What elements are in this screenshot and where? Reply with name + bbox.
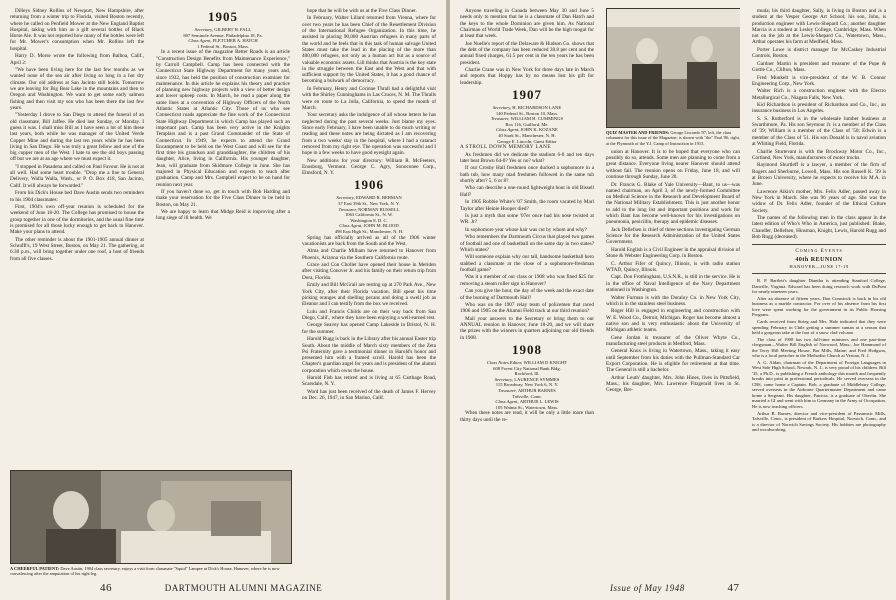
- class-year-heading: 1905: [208, 9, 238, 24]
- note-paragraph: Arthur B. Barnes, director and vice-president of Passumsic Mills, Tafsville, Conn., is president of Barkers Hospital, Norwich, Conn., and is a director of Norwich Savings Society. His hobbies are photography and woodworking.: [752, 410, 886, 433]
- note-paragraph: The other reminder is about the 1901-1905 annual dinner at Schrafft's, 19 West Street, Boston, on May 21. The gathering, at 6:30 p.m., will bring together under one roof, a host of friends from all five classes.: [10, 236, 144, 262]
- left-page: [0, 0, 446, 600]
- note-paragraph: Joe Nuelle's report of the Delaware & Hudson Co. shows that the debt of the company has been reduced 38.8 per cent and the annual fixed charges, 61.5 per cent in the ten years he has been president.: [460, 40, 594, 66]
- officer-name: Box 116, Guilford, Me.: [505, 121, 549, 127]
- officer-name: EDWARD R. BERMAN: [355, 195, 402, 201]
- officer-name: LAURENCE SYMMES: [514, 376, 560, 382]
- note-paragraph: If you haven't done so, get in touch with Bob Harding and make your reservation for the Five Class Dinner to be held in Boston, on May 21.: [156, 189, 290, 208]
- right-footer-issue: Issue of May 1948: [610, 583, 685, 593]
- note-paragraph: After an absence of fifteen years, Don Comstock is back in his old business as a marble contractor. For over of his absence from his first love were spent working for the government in its Public Housing Program.: [752, 295, 886, 318]
- quiz-master-photo: [606, 8, 740, 128]
- officer-name: WILLIAM D KNIGHT: [523, 359, 568, 365]
- patient-photo-block: [10, 470, 290, 577]
- caption-text: Dave Austin, 1904 class secretary, enjoys a visit from classmate "Squid" Lampee at Dick's House, Hanover, where he is now convalescing after the amputation of his right leg.: [10, 566, 280, 577]
- officer-name: 40 Stark St., Manchester, N. H.: [498, 132, 556, 138]
- note-paragraph: Word has just been received of the death of James F. Hervey on Dec. 26, 1947, in San Marino, Calif.: [302, 388, 436, 402]
- officer-role: Class Agent,: [188, 38, 213, 44]
- note-paragraph: The class of 1908 has two full-time ministers and one part-time clergyman—Walter Bill English of Norwood, Mass.; Joe Hammond of the Terry Hill Meeting House, Bar Mills, Maine; and Fred Hodgson, who is a local preacher in the Methodist Church at Verona, N. J.: [752, 336, 886, 359]
- note-paragraph: Your secretary asks the indulgence of all whose letters he has neglected during the past several weeks. Just blame my eyes. Since early February, I have been unable to do much writing or reading and these notes are being dictated as I am recovering from a two weeks' stay in the hospital, where I had a cataract removed from my right eye. The operation was successful and I hope in a few weeks to have good eyesight again.: [302, 112, 436, 157]
- officer-role: Treasurer,: [490, 116, 511, 122]
- note-paragraph: Harold English is a Civil Engineer in the appraisal division of Stone & Webster Engineering Corp. in Boston.: [606, 246, 740, 260]
- note-paragraph: General Knox is living in Watertown, Mass., taking it easy until September from his duties with the Pullman-Standard Car Export Corporation. He is eligible for retirement at that time. The General is still a bachelor.: [606, 348, 740, 374]
- note-paragraph: When these notes are read, it will be only a little more than thirty days until the re-: [460, 410, 594, 423]
- note-paragraph: New additions for your directory: William R. McFeeters, Enosburg, Vermont. George C. Agry, Sonoconee Corp., Elmsford, N. Y.: [302, 157, 436, 177]
- note-paragraph: In February, Henry and Corinne Thrall had a delightful visit with the Shirley Cunninghams in Las Cruces, N. M. The Thralls were en route to La Jolla, California, to spend the month of March.: [302, 85, 436, 111]
- note-paragraph: Dilleys Sidney Rollins of Newport, New Hampshire, after returning from a winter trip to Florida, visited Boston recently, where he called on Penfield Mower at the New England Baptist Hospital, taking with him as a gift several bottles of Black Horse Ale. It was not reported how many of the bottles were left for Mr. Mower's consumption when Mr. Rollins left the hospital.: [10, 8, 144, 52]
- note-paragraph: Harold Fish has retired and is living at 65 Carthage Road, Scarsdale, N. Y.: [302, 375, 436, 388]
- note-paragraph: Is just a myth that some '07er once had his nose twisted at WR. Jr?: [460, 213, 594, 226]
- note-paragraph: If our Crosby Hall freshmen once ducked a sophomore in a bath tub, how many mad freshmen followed in the same tub shortly after? 5, 6 or 8?: [460, 165, 594, 184]
- note-paragraph: Harold Rugg is back in the Library after his annual Easter trip South. About the middle of March sixty members of the Zeta Psi Fraternity gave a testimonial dinner in Harold's honor and presented him with a framed scroll. Harold has been the Chapter's guardian angel for years and is president of the alumni corporation which owns the house.: [302, 336, 436, 374]
- note-paragraph: A. G. Aldan, chairman of the Department of Foreign Languages in West Side High School, Newark, N. J., is very proud of his children. Bill '35, a Ph.D., is publishing a French anthology this month and frequently breaks into print in professional periodicals. He served overseas in the CBS, came home a Captain. Bob, a graduate of Middlebury College, served overseas in the Airborne Quartermaster Department and came home a Sergeant. His daughter, Patricia, is a graduate of Oberlin. She married a GI and went with him to Germany in the Army of Occupation. He is now teaching officers.: [752, 359, 886, 409]
- right-page-footer: [610, 582, 740, 594]
- class-year-heading: 1906: [354, 177, 384, 193]
- note-paragraph: In February, Walter Lillard returned from Vienna, where for over two years he has been Chief of the Resettlement Division of the International Refugee Organization. In this time, he assisted in placing 90,000 Austrian refugees in many parts of the world and he feels that in this task of human salvage United States must take the lead in the placing of the more than 400,000 refugees, not only as a human act but as a source of valuable economic assets. Lill thinks that Austria is the key state in the struggle between the East and the West and that with sufficient support by the United States, it has a good chance of becoming a bulwark of democracy.: [302, 15, 436, 85]
- officer-name: 115 Broadway, New York 6, N. Y.: [495, 382, 559, 388]
- officer-role: Treasurer,: [338, 206, 359, 212]
- officer-name: GILBERT H. FALL: [214, 27, 252, 32]
- officer-role: Class Notes Editor,: [486, 359, 524, 365]
- coming-events-label: Coming Events: [795, 248, 843, 255]
- right-col-3-paragraphs: [752, 8, 886, 240]
- note-paragraph: Who remembers the Dartmouth Circus that played two games of football and one of basketball on the same day in two states? Which states?: [460, 234, 594, 253]
- left-col-1-paragraphs: [10, 8, 144, 262]
- officer-role: Secretary,: [492, 104, 513, 110]
- officer-name: 498 East High St., Manchester, N. H.: [334, 229, 404, 235]
- note-paragraph: Kid Richardson is president of Richardson and Co., Inc., an insurance business in Los Angeles.: [752, 102, 886, 115]
- note-paragraph: Lawrence Aikin's mother, Mrs. Felix Adler, passed away in New York in March. She was 96 years of age. She was the widow of Dr. Felix Adler, founder of the Ethical Culture Society.: [752, 188, 886, 214]
- right-page-number: 47: [727, 582, 740, 594]
- note-paragraph: Who was on the 1907 relay team of policemen that raced 1906 and 1905 on the Alumni Field track at our third reunion?: [460, 301, 594, 315]
- note-paragraph: Arthur Leuth' daughter, Mrs. John Hines, lives in Pittsfield, Mass.; his daughter, Mrs. Lawrence Fitzgerald lives in St. George, Ber-: [606, 374, 740, 394]
- patient-photo: [10, 470, 292, 564]
- note-paragraph: From his Dick's House bed Dave Austin sends two reminders to his 1904 classmates:: [10, 190, 144, 203]
- note-paragraph: Anyone traveling in Canada between May 30 and June 5 needs only to mention that he is a classmate of Dan Hatch and the keys to the whole Dominion are given him. As National Chairman of World Trade Week, Dan will be the high mogul for at least that week.: [460, 8, 594, 40]
- note-paragraph: muda; his third daughter, Sally, is living in Boston and is a student at the Vesper George Art School; his son, John, is production engineer with Lewis-Shepard Co.; another daughter Marcia is a student at Lesley College, Cambridge, Mass. When not on the job at the Lewis-Shepard Co., Watertown, Mass., Arthur operates his farm at Medfield, Mass.: [752, 8, 886, 46]
- coming-events-title: 40th REUNION: [795, 256, 843, 263]
- quiz-caption-text: George Liscomb '07, left, the class columnist for this issue of the Magazine, is shown with "the" Paul '06, right, at the Plymouth of the Y.J. Camp of Instruction in 1913.: [606, 130, 740, 146]
- officer-role: Class Agent,: [495, 399, 520, 405]
- note-paragraph: R. P. Bartlett's daughter Diantha is attending Stanford College, Danville, Virginia. Edward has been doing research work with DuPont for nearly nineteen years.: [752, 278, 886, 295]
- left-col-1: [10, 8, 144, 263]
- officer-name: 807 Seminole Avenue, Philadelphia 18, Pa.: [183, 32, 263, 38]
- officer-name: Rockford, Ill.: [514, 371, 540, 377]
- right-page: [450, 0, 896, 600]
- officer-name: 608 Forest City National Bank Bldg.: [493, 365, 561, 371]
- note-paragraph: Grace and Con Chollet have opened their house in Meriden after visiting Conover Jr. and his family on their return trip from Dora, Florida.: [302, 262, 436, 281]
- coming-events-dates: HANOVER—JUNE 17-19: [789, 263, 849, 269]
- officer-name: 37 East 39th St., New York, N. Y.: [338, 201, 400, 207]
- officer-role: Secretary,: [336, 195, 356, 201]
- note-paragraph: Porter Lowe is district manager for McCaskey Industrial Controls, Boston.: [752, 46, 886, 60]
- quiz-master-caption: [606, 130, 740, 146]
- note-paragraph: George Seavey has opened Camp Lakeside in Bristol, N. H. for the summer.: [302, 322, 436, 335]
- left-page-number: 46: [100, 582, 112, 594]
- left-col-3-paragraphs: [302, 8, 436, 176]
- note-paragraph: Can you give the hour, the day of the week and the exact date of the burning of Dartmouth Hall?: [460, 288, 594, 301]
- note-paragraph: hope that he will be with us at the Five Class Dinner.: [307, 8, 417, 14]
- officer-name: 1 Federal St., Boston, Mass.: [197, 43, 249, 49]
- note-paragraph: "Yesterday I drove to San Diego to attend the funeral of an old classmate, Bill Jaffee. He died last Sunday, or Monday. I guess it was. I shall miss Bill as I have seen a lot of him these last years, both while he was manager of the United Verde Copper Mine and during the last ten years while he has been living in San Diego. He was truly a great fellow and one of the big copper men of the West. I hate to see the old boys passing off but we are at an age where we must expect it.: [10, 112, 144, 163]
- note-paragraph: The names of the following men in the class appear in the latest edition of Who's Who in America, just published: Blake, Chandler, Dellefsen, Hinsman, Knight, Lewis, Harold Rugg and Bob Rugg (deceased).: [752, 215, 886, 240]
- left-col-3-paragraphs-2: [302, 235, 436, 402]
- right-col-2: [606, 8, 740, 395]
- note-paragraph: S. S. Rutherford is in the wholesale lumber business at Swarthmore, Pa. His son Seymour Jr. is a member of the Class of '39; William is a member of the Class of '50; Edwin is a member of the Class of '51. His son Donald is in naval aviation at Whiting Field, Florida.: [752, 115, 886, 148]
- note-paragraph: union at Hanover. It is to be hoped that everyone who can possibly do so, attends. Some men are planning to come from a great distance. Everyone living nearer Hanover should attend without fail. The reunion opens on Friday, June 18, and will continue through Sunday, June 20.: [606, 148, 740, 181]
- note-paragraph: As freshmen did we dedicate the stadium 6-0 and ten days later beat Brown 64-0? Yes or no? what?: [460, 151, 594, 164]
- coming-events-box: [752, 244, 886, 274]
- class-year-heading-2: 1908: [512, 341, 542, 357]
- officer-name: FLETCHER A. HATCH: [212, 38, 258, 44]
- officer-name: George E. Lincoln, Guest Editor: [497, 138, 557, 144]
- note-paragraph: Lulu and Francis Childs are on their way back from San Diego, Calif., where they have been enjoying a well-earned rest.: [302, 308, 436, 321]
- note-paragraph: Mail your answers to the Secretary or bring them to our ANNUAL reunion in Hanover, June 18-20, and we will share the prizes with the winners in quarters adjoining our old friends in 1908.: [460, 315, 594, 341]
- note-paragraph: "I stopped in Pasadena and called on Paul Favour. He is not at all well. Had some heart trouble. "Drop me a line to General Delivery, Walla Walla, Wash., or P. O. Box 418, San Jacinto, Calif. It will always be forwarded.": [10, 163, 144, 189]
- right-col-1-paragraphs: [460, 8, 594, 86]
- note-paragraph: Walter Rich is a construction engineer with the Electro Metallurgical Co., Niagara Falls, New York.: [752, 88, 886, 101]
- officer-name: 140 Federal St., Boston 10, Mass.: [495, 110, 559, 116]
- class-year-heading: 1907: [512, 86, 542, 102]
- note-paragraph: "We have been living here for the last few months as we wanted none of the sea air after living so long in a hot dry climate. Our old address at San Jacinto still holds. Tomorrow we are leaving for Big Bear Lake in the mountains and then to Oregon and Washington. We want to get some early salmon fishing and then visit my son who has been there the last few years.: [10, 67, 144, 111]
- left-col-3: [302, 8, 436, 403]
- note-paragraph: In sophomore year whose hair was cut by whom and why?: [465, 226, 587, 233]
- right-col-1-paragraphs-3: [460, 410, 594, 423]
- note-paragraph: Jack Dellefsen is chief of three sections investigating German Science for the Research Administration of the United States Government.: [606, 226, 740, 246]
- officer-name: 1063 California St., N. W.: [345, 212, 393, 218]
- officer-name: ARTHUR L. LEWIS: [519, 399, 559, 405]
- officer-role: Secretary,: [494, 376, 515, 382]
- left-page-footer: [100, 582, 322, 594]
- note-paragraph: Charlie Crane was in New York for three days late in March and reports that Hoppy has by no means lost his gift for leadership.: [460, 67, 594, 86]
- officer-name: JOHN M. BLOOD: [363, 223, 399, 229]
- note-paragraph: Fred Munkelt is vice-president of the W. B. Connor Engineering Corp., New York.: [752, 74, 886, 87]
- note-paragraph: Was it a member of our class or 1908 who was fined $25 for removing a steam roller sign in Hanover?: [460, 274, 594, 287]
- right-col-3-paragraphs-2: [752, 278, 886, 432]
- note-paragraph: In a recent issue of the magazine Better Roads is an article "Construction Design Benefits from Maintenance Experience," by Carroll Campbell. Camp has been connected with the Connecticut State Highway Department for many years and, since 1932, has held the position of construction examiner for maintenance. In this article he explains his theory and practice of planning new highway projects with a view of better design and lower upkeep costs. In March, he read a paper along the same lines at a convention of Highway Officers of the North Atlantic States at Atlantic City. Those of us who see Connecticut roads appreciate the fine work of the Connecticut State Highway Department in which Camp has played such an important part. Camp has been very active in the Knights Templars and is a past Grand Commander of the State of Connecticut. In 1949, he expects to attend the Grand Encampment to be held on the West Coast and will see for the first time his grandson and granddaughter, the children of his daughter, Alice, living in California. His younger daughter, Jean, will graduate from Skidmore College in June. She has majored in Physical Education and expects to teach after graduation. Camp and Mrs. Campbell expect to be on hand for reunion next year.: [156, 49, 290, 188]
- class-officers: [460, 105, 594, 144]
- note-paragraph: A STROLL DOWN MEMORY LANE: [460, 144, 551, 151]
- note-paragraph: Alma and Charlie Milham have returned to Hanover from Phoenix, Arizona via the Southern California route.: [302, 248, 436, 261]
- patient-photo-caption: [10, 566, 290, 577]
- note-paragraph: First, 1904's own off-year reunion is scheduled for the weekend of June 18-20. The College has promised to house the group together in one of the dormitories, and the usual fine time is promised for all those lucky enough to get back to Hanover. Make your plans to attend.: [10, 204, 144, 236]
- quiz-caption-lead: QUIZ MASTER AND FRIENDS:: [606, 130, 670, 135]
- officer-name: NORMAN RUSSELL: [358, 206, 400, 212]
- note-paragraph: Spring has officially arrived as all of the 1906 winter vacationists are back from the South and the West.: [302, 234, 436, 247]
- officer-name: Washington 8, D. C.: [350, 217, 388, 223]
- note-paragraph: Gardner Martin is president and treasurer of the Pope & Gottle Co., Clifton, Mass.: [752, 60, 886, 74]
- right-col-1: [460, 8, 594, 593]
- note-paragraph: Will someone explain why our tall, handsome basketball hero stabbed a classmate at the close of a sophomore-freshman football game?: [460, 254, 594, 273]
- note-paragraph: Roger Hill is engaged in engineering and construction with W. E. Wood Co., Detroit, Michigan. Roger has become almost a native son and is very enthusiastic about the University of Michigan athletic teams.: [606, 308, 740, 334]
- note-paragraph: In 1905 Robbie White's '07 Smith, the room vacated by Marl Taylor after Heinie Hooper died?: [460, 199, 594, 212]
- officer-name: 105 Walnut St., Watertown, Mass.: [495, 404, 559, 410]
- note-paragraph: Capt. Don Frothingham, U.S.N.R., is still in the service. He is in the office of Naval Intelligence of the Navy Department stationed in Washington.: [606, 274, 740, 294]
- note-paragraph: Emily and Bill McGrail are resting up at 270 Park Ave., New York City, after their Florida vacation. Bill spent his time picking oranges and shelling pecans and doing a swell job as Eleanor and I can testify from the box we received.: [302, 282, 436, 308]
- left-col-2: [156, 8, 290, 223]
- officer-role: Secretary,: [194, 27, 215, 32]
- note-paragraph: Raymond Shurtleff is a lawyer, a member of the firm of Rogers and Sherburne, Lowell, Mass. His son Russell K. '39 is at Brown University, where he expects to receive his M.A. in June.: [752, 162, 886, 188]
- note-paragraph: Charlie Sturtevant is with the Brockway Motor Co., Inc., Cortland, New York, manufacturers of motor trucks.: [752, 148, 886, 161]
- left-col-2-paragraphs: [156, 49, 290, 221]
- note-paragraph: Cards received from Strieg and Mrs. Hale indicated that they were spending February in Chile getting a summer suntan at a season that held a gorgeous take at the foot of a snow clad volcano.: [752, 319, 886, 336]
- class-officers-2: [460, 360, 594, 410]
- note-paragraph: We are happy to learn that Midge Reid is improving after a long siege of ill health. We: [156, 209, 290, 222]
- note-paragraph: Dr. Francis G. Blake of Yale University—Bant, to us—was named chairman, on April 3, of the newly-formed Committee on Medical Science in the Research and Development Board of the National Military Establishment. This is just another honor to add to the long list and important positions and work for which Bant has become well-known for his investigations on pneumonia, penicillin, therapy and epidemic diseases.: [606, 181, 740, 226]
- officer-role: Class Agent,: [496, 127, 521, 133]
- class-officers: [302, 195, 436, 234]
- note-paragraph: Harry D. Morse wrote the following from Balboa, Calif., April 2:: [10, 53, 144, 66]
- officer-name: WILLIAM H. CUMMINGS: [510, 116, 564, 122]
- officer-name: H. RICHARDSON LANE: [512, 104, 562, 110]
- note-paragraph: Who can describe a one-round lightweight bout in old Bissell Hall?: [460, 185, 594, 198]
- officer-name: ARTHUR BARNES: [517, 387, 556, 393]
- patient-photo-image: [11, 471, 291, 563]
- right-col-3: [752, 8, 886, 434]
- right-col-1-paragraphs-2: [460, 144, 594, 341]
- officer-name: Tafsville, Conn.: [512, 393, 542, 399]
- note-paragraph: Gene Jordan is treasurer of the Oliver Whyte Co., manufacturing steel products in Medford, Mass.: [606, 334, 740, 347]
- officer-role: Class Agent,: [339, 223, 364, 229]
- quiz-master-photo-image: [607, 9, 740, 127]
- right-col-2-paragraphs: [606, 149, 740, 394]
- caption-lead: A CHEERFUL PATIENT:: [10, 566, 60, 571]
- note-paragraph: Walter Furman is with the Duraloy Co. in New York City, which is in the stainless steel business.: [606, 294, 740, 307]
- left-footer-title: DARTMOUTH ALUMNI MAGAZINE: [164, 583, 323, 593]
- officer-role: Treasurer,: [498, 387, 518, 393]
- class-officers: [156, 27, 290, 49]
- officer-name: JOHN K. KOZANE: [520, 127, 558, 133]
- note-paragraph: C. Arthur Fifer of Quincy, Illinois, is with radio station WTAD, Quincy, Illinois.: [606, 260, 740, 273]
